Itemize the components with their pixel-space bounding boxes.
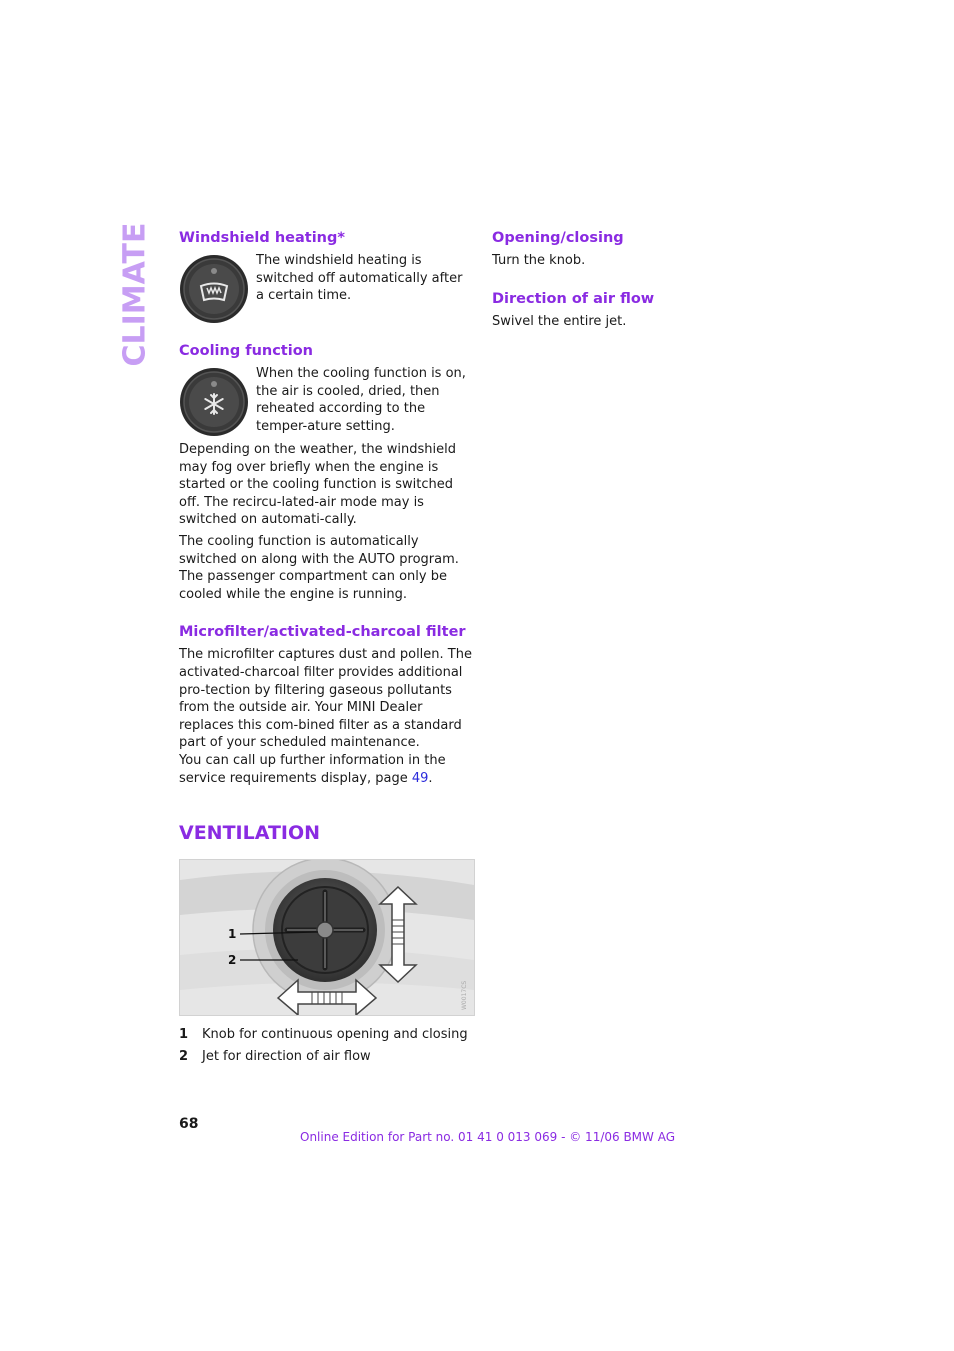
windshield-heating-section — [179, 229, 473, 324]
legend-number: 1 — [179, 1027, 189, 1043]
microfilter-paragraph-2 — [179, 752, 473, 787]
windshield-heating-heading: Windshield heating* — [179, 230, 345, 246]
legend-item — [179, 1048, 473, 1066]
figure-legend — [179, 1026, 473, 1066]
microfilter-heading: Microfilter/activated-charcoal filter — [179, 624, 466, 641]
cooling-function-heading: Cooling function — [179, 343, 313, 359]
left-column — [179, 229, 473, 1070]
cooling-function-paragraph-1: Depending on the weather, the windshield may fog over briefly when the engine is started or the cooling function is switched off. The recircu-lated-air mode may is switched on automati-cally. — [179, 442, 457, 528]
windshield-heating-block — [179, 252, 473, 324]
microfilter-paragraph-2-text: You can call up further information in the service requirements display, page — [179, 752, 446, 786]
cooling-function-paragraph-2: The cooling function is automatically switched on along with the AUTO program. The passenger compartment can only be cooled while the engine is running. — [179, 533, 459, 602]
figure-label-2: 2 — [228, 953, 237, 968]
page-number: 68 — [179, 1116, 199, 1132]
microfilter-paragraph-2-end: . — [428, 770, 433, 786]
windshield-heating-text: The windshield heating is switched off automatically after a certain time. — [256, 253, 463, 304]
opening-closing-text: Turn the knob. — [492, 253, 586, 268]
legend-text: Knob for continuous opening and closing — [202, 1027, 468, 1043]
cooling-function-block — [179, 365, 473, 437]
direction-air-flow-heading: Direction of air flow — [492, 290, 655, 307]
section-tab-label: CLIMATE — [117, 222, 153, 366]
air-vent-illustration — [179, 859, 475, 1016]
legend-number: 2 — [179, 1049, 189, 1065]
ventilation-heading: VENTILATION — [179, 822, 321, 845]
cooling-function-section — [179, 342, 473, 603]
microfilter-section — [179, 623, 473, 787]
legend-item — [179, 1026, 473, 1044]
section-tab-climate — [112, 222, 158, 366]
footer-edition-note: Online Edition for Part no. 01 41 0 013 069 - © 11/06 BMW AG — [300, 1130, 676, 1144]
figure-label-1: 1 — [228, 927, 237, 942]
opening-closing-heading: Opening/closing — [492, 230, 624, 246]
right-column — [492, 229, 732, 344]
microfilter-paragraph-1: The microfilter captures dust and pollen. The activated-charcoal filter provides additional pro-tection by filtering gaseous pollutants from the outside air. Your MINI Dealer replaces this com-bined filter as a standard part of your scheduled maintenance. — [179, 647, 472, 751]
windshield-heating-icon — [179, 254, 249, 324]
legend-text: Jet for direction of air flow — [202, 1049, 371, 1065]
cooling-function-icon-text: When the cooling function is on, the air is cooled, dried, then reheated according to the temper-ature setting. — [256, 366, 466, 434]
opening-closing-section — [492, 229, 732, 270]
snowflake-icon — [179, 367, 249, 437]
direction-air-flow-text: Swivel the entire jet. — [492, 313, 627, 329]
figure-code: W0017CS — [461, 980, 468, 1011]
direction-air-flow-section — [492, 290, 732, 331]
page-49-link[interactable]: 49 — [411, 770, 429, 786]
